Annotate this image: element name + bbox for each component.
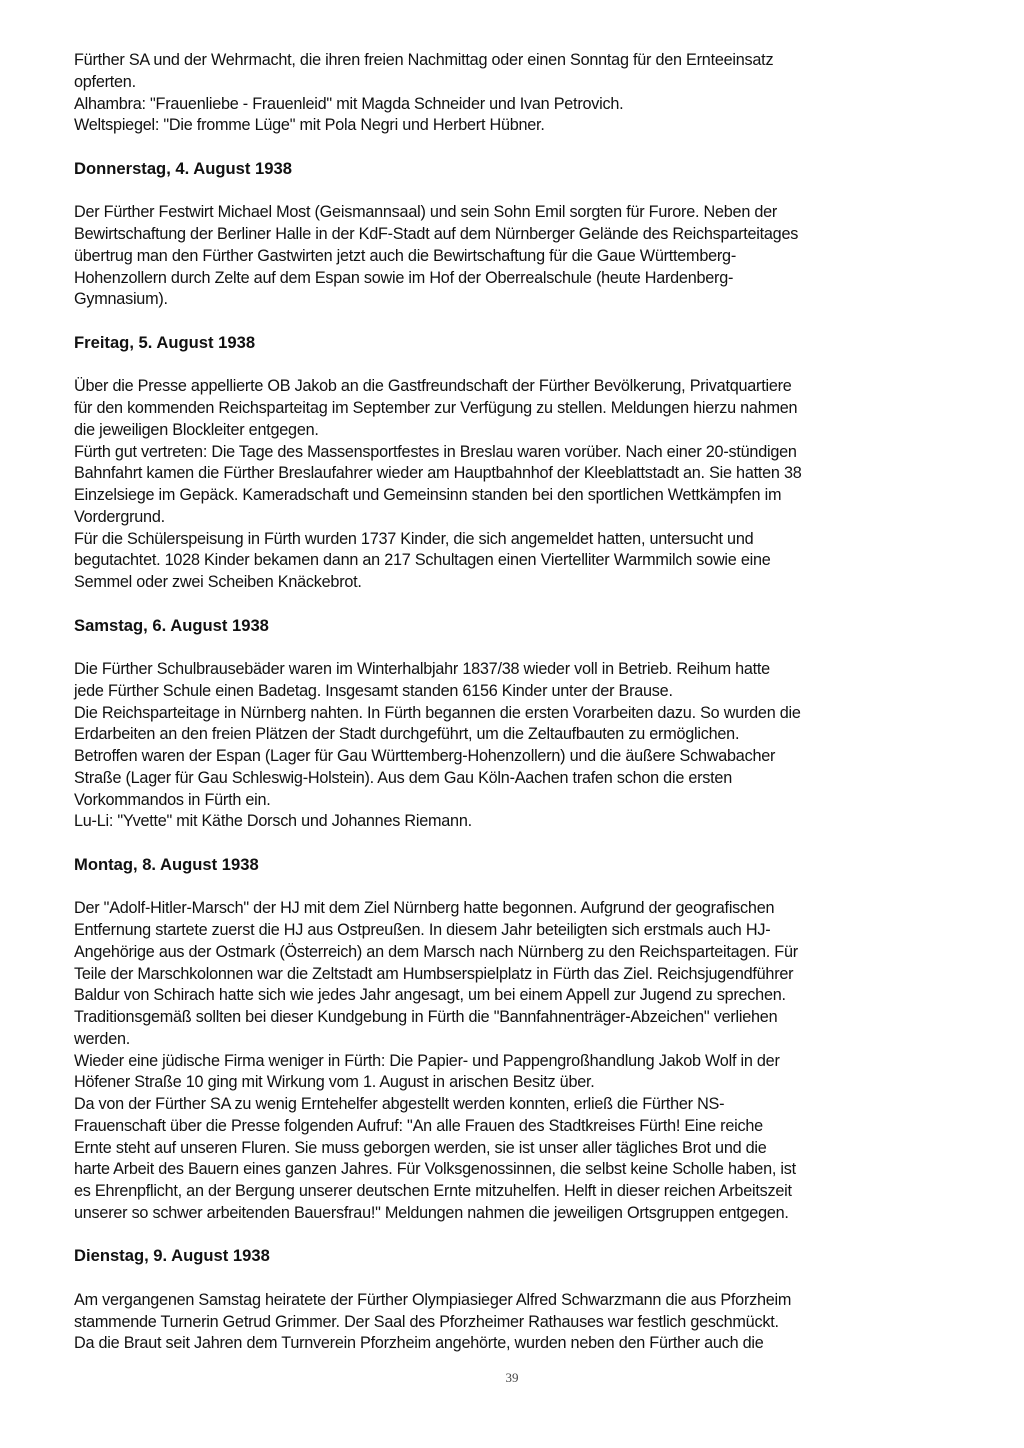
section-paragraph [74,658,974,832]
text-line: Die Fürther Schulbrausebäder waren im Winterhalbjahr 1837/38 wieder voll in Betrieb. Reihum hatte [74,659,770,678]
text-line: Wieder eine jüdische Firma weniger in Fürth: Die Papier- und Pappengroßhandlung Jakob Wolf in der [74,1050,780,1070]
intro-paragraph [74,49,974,136]
document-page [74,49,974,1354]
text-line: Erdarbeiten an den freien Plätzen der Stadt durchgeführt, um die Zeltaufbauten zu ermöglichen. [74,724,740,744]
text-line: Weltspiegel: "Die fromme Lüge" mit Pola Negri und Herbert Hübner. [74,115,545,135]
text-line: Angehörige aus der Ostmark (Österreich) an dem Marsch nach Nürnberg zu den Reichsparteitagen. Für [74,941,798,961]
text-line: Fürther SA und der Wehrmacht, die ihren freien Nachmittag oder einen Sonntag für den Ernteeinsatz [74,50,774,69]
section-paragraph [74,1289,974,1354]
section-paragraph [74,375,974,593]
text-line: Da von der Fürther SA zu wenig Erntehelfer abgestellt werden konnten, erließ die Fürther NS- [74,1094,725,1113]
text-line: harte Arbeit des Bauern eines ganzen Jahres. Für Volksgenossinnen, die selbst keine Scholle haben, ist [74,1159,796,1179]
text-line: Entfernung startete zuerst die HJ aus Ostpreußen. In diesem Jahr beteiligten sich erstmals auch HJ- [74,920,771,939]
text-line: Der Fürther Festwirt Michael Most (Geismannsaal) und sein Sohn Emil sorgten für Furore. Neben der [74,202,778,222]
text-line: die jeweiligen Blockleiter entgegen. [74,419,319,439]
text-line: Der "Adolf-Hitler-Marsch" der HJ mit dem Ziel Nürnberg hatte begonnen. Aufgrund der geografischen [74,898,775,918]
text-line: Ernte steht auf unseren Fluren. Sie muss geborgen werden, sie ist unser aller tägliches Brot und die [74,1137,767,1157]
text-line: jede Fürther Schule einen Badetag. Insgesamt standen 6156 Kinder unter der Brause. [74,680,673,700]
text-line: Gymnasium). [74,289,168,309]
text-line: Alhambra: "Frauenliebe - Frauenleid" mit Magda Schneider und Ivan Petrovich. [74,93,624,113]
text-line: Die Reichsparteitage in Nürnberg nahten. In Fürth begannen die ersten Vorarbeiten dazu. So wurden die [74,702,801,722]
text-line: Vordergrund. [74,506,165,526]
text-line: Straße (Lager für Gau Schleswig-Holstein). Aus dem Gau Köln-Aachen trafen schon die ersten [74,767,732,787]
text-line: Höfener Straße 10 ging mit Wirkung vom 1. August in arischen Besitz über. [74,1072,595,1092]
text-line: opferten. [74,71,136,91]
text-line: Am vergangenen Samstag heiratete der Fürther Olympiasieger Alfred Schwarzmann die aus Pforzheim [74,1289,792,1309]
text-line: es Ehrenpflicht, an der Bergung unserer deutschen Ernte mitzuhelfen. Helft in dieser reichen Arbeitszeit [74,1181,792,1200]
day-section [74,615,974,833]
text-line: Traditionsgemäß sollten bei dieser Kundgebung in Fürth die "Bannfahnenträger-Abzeichen" verliehen [74,1007,778,1026]
text-line: Vorkommandos in Fürth ein. [74,789,271,809]
section-heading: Montag, 8. August 1938 [74,854,259,874]
text-line: Teile der Marschkolonnen war die Zeltstadt am Humbserspielplatz in Fürth das Ziel. Reichsjugendführer [74,963,794,983]
page-number: 39 [505,1370,519,1385]
text-line: Einzelsiege im Gepäck. Kameradschaft und Gemeinsinn standen bei den sportlichen Wettkämpfen im [74,485,782,504]
text-line: Lu-Li: "Yvette" mit Käthe Dorsch und Johannes Riemann. [74,811,472,831]
sections [74,158,974,1354]
text-line: Bahnfahrt kamen die Fürther Breslaufahrer wieder am Hauptbahnhof der Kleeblattstadt an. Sie hatten 38 [74,463,802,483]
section-heading: Samstag, 6. August 1938 [74,615,269,635]
text-line: übertrug man den Fürther Gastwirten jetzt auch die Bewirtschaftung für die Gaue Württemberg- [74,245,737,265]
section-heading: Freitag, 5. August 1938 [74,332,256,352]
day-section [74,332,974,593]
text-line: Betroffen waren der Espan (Lager für Gau Württemberg-Hohenzollern) und die äußere Schwabacher [74,746,776,765]
day-section [74,854,974,1224]
text-line: Hohenzollern durch Zelte auf dem Espan sowie im Hof der Oberrealschule (heute Hardenberg- [74,267,734,287]
text-line: Fürth gut vertreten: Die Tage des Massensportfestes in Breslau waren vorüber. Nach einer 20-stündigen [74,441,797,461]
text-line: für den kommenden Reichsparteitag im September zur Verfügung zu stellen. Meldungen hierzu nahmen [74,398,798,417]
text-line: Semmel oder zwei Scheiben Knäckebrot. [74,572,362,591]
text-line: Über die Presse appellierte OB Jakob an die Gastfreundschaft der Fürther Bevölkerung, Privatquartiere [74,376,792,396]
day-section [74,158,974,310]
text-line: Da die Braut seit Jahren dem Turnverein Pforzheim angehörte, wurden neben den Fürther auch die [74,1333,764,1353]
section-paragraph [74,897,974,1223]
text-line: unserer so schwer arbeitenden Bauersfrau!" Meldungen nahmen die jeweiligen Ortsgruppen entgegen. [74,1202,789,1222]
text-line: Baldur von Schirach hatte sich wie jedes Jahr angesagt, um bei einem Appell zur Jugend zu sprechen. [74,985,786,1005]
text-line: Für die Schülerspeisung in Fürth wurden 1737 Kinder, die sich angemeldet hatten, untersucht und [74,528,754,548]
section-heading: Dienstag, 9. August 1938 [74,1246,270,1266]
section-heading: Donnerstag, 4. August 1938 [74,158,292,178]
text-line: Frauenschaft über die Presse folgenden Aufruf: "An alle Frauen des Stadtkreises Fürth! Eine reiche [74,1115,763,1135]
text-line: stammende Turnerin Getrud Grimmer. Der Saal des Pforzheimer Rathauses war festlich geschmückt. [74,1311,779,1331]
day-section [74,1245,974,1354]
text-line: Bewirtschaftung der Berliner Halle in der KdF-Stadt auf dem Nürnberger Gelände des Reichsparteitages [74,224,799,243]
section-paragraph [74,201,974,310]
text-line: werden. [74,1028,131,1048]
text-line: begutachtet. 1028 Kinder bekamen dann an 217 Schultagen einen Viertelliter Warmmilch sowie eine [74,550,771,570]
